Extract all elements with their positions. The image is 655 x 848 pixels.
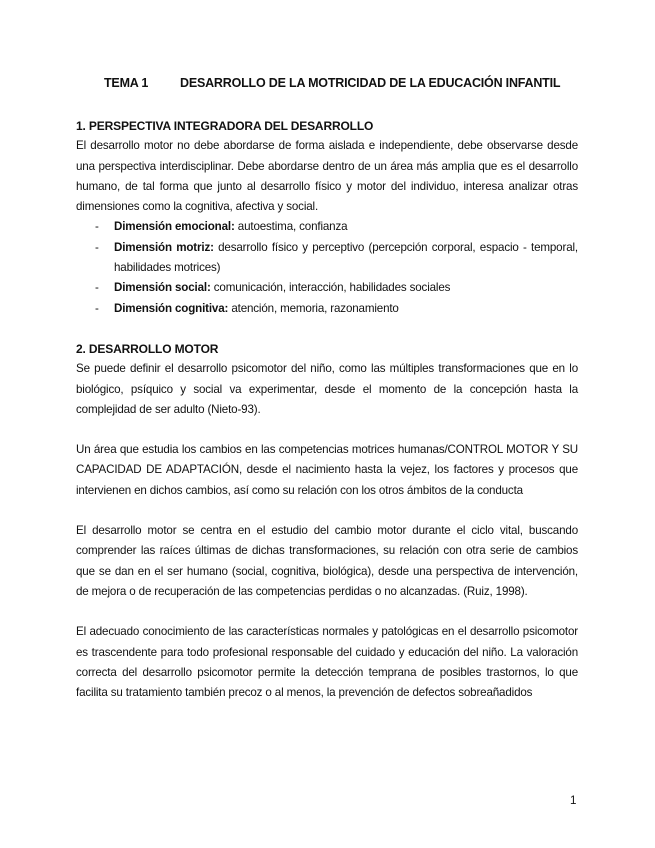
document-title — [104, 76, 560, 90]
section2-paragraph-3: El desarrollo motor se centra en el estudio del cambio motor durante el ciclo vital, buscando comprender las raíces últimas de dichas transformaciones, su relación con otra serie de cambios que se dan en el ser humano (social, cognitiva, biológica), desde una perspectiva de intervención, de mejora o de recuperación de las competencias perdidas o no alcanzadas. (Ruiz, 1998). — [76, 524, 578, 598]
section2-paragraph-4: El adecuado conocimiento de las características normales y patológicas en el desarrollo psicomotor es trascendente para todo profesional responsable del cuidado y educación del niño. La valoración correcta del desarrollo psicomotor permite la detección temprana de posibles trastornos, lo que facilita su tratamiento también precoz o al menos, la prevención de defectos sobreañadidos — [76, 625, 578, 700]
section1-heading: 1. PERSPECTIVA INTEGRADORA DEL DESARROLLO — [76, 119, 374, 133]
page-number: 1 — [570, 794, 577, 807]
title-text: DESARROLLO DE LA MOTRICIDAD DE LA EDUCACIÓN INFANTIL — [180, 76, 561, 90]
list-item — [76, 217, 578, 237]
spacer — [76, 501, 578, 521]
dimensions-list — [76, 217, 578, 318]
spacer — [76, 602, 578, 622]
dimension-label: Dimensión cognitiva: — [114, 301, 229, 315]
dimension-label: Dimensión emocional: — [114, 220, 235, 234]
dimension-label: Dimensión motriz: — [114, 240, 214, 254]
section1-paragraph: El desarrollo motor no debe abordarse de forma aislada e independiente, debe observarse desde una perspectiva interdisciplinar. Debe abordarse dentro de un área más amplia que es el desarrollo humano, de tal forma que junto al desarrollo físico y motor del individuo, interesa analizar otras dimensiones como la cognitiva, afectiva y social. — [76, 139, 578, 214]
list-item — [76, 299, 578, 319]
list-dash: - — [95, 220, 99, 234]
spacer — [76, 319, 578, 339]
list-item — [76, 278, 578, 298]
dimension-label: Dimensión social: — [114, 281, 211, 295]
dimension-text: atención, memoria, razonamiento — [228, 301, 399, 315]
dimension-text: desarrollo físico y perceptivo (percepción corporal, espacio - temporal, habilidades motrices) — [114, 240, 578, 275]
title-number: TEMA 1 — [104, 76, 149, 90]
dimension-text: autoestima, confianza — [234, 220, 348, 234]
list-dash: - — [95, 281, 99, 295]
list-dash: - — [95, 240, 99, 254]
spacer — [76, 420, 578, 440]
section2-paragraph-1: Se puede definir el desarrollo psicomotor del niño, como las múltiples transformaciones que en lo biológico, psíquico y social va experimentar, desde el momento de la concepción hasta la complejidad de ser adulto (Nieto-93). — [76, 362, 578, 416]
list-item — [76, 238, 578, 279]
dimension-text: comunicación, interacción, habilidades sociales — [210, 281, 451, 295]
list-dash: - — [95, 301, 99, 315]
section2-heading: 2. DESARROLLO MOTOR — [76, 341, 219, 356]
document-body — [76, 116, 578, 703]
section2-paragraph-2: Un área que estudia los cambios en las competencias motrices humanas/CONTROL MOTOR Y SU CAPACIDAD DE ADAPTACIÓN, desde el nacimiento hasta la vejez, los factores y procesos que intervienen en dichos cambios, así como su relación con los otros ámbitos de la conducta — [76, 443, 578, 497]
